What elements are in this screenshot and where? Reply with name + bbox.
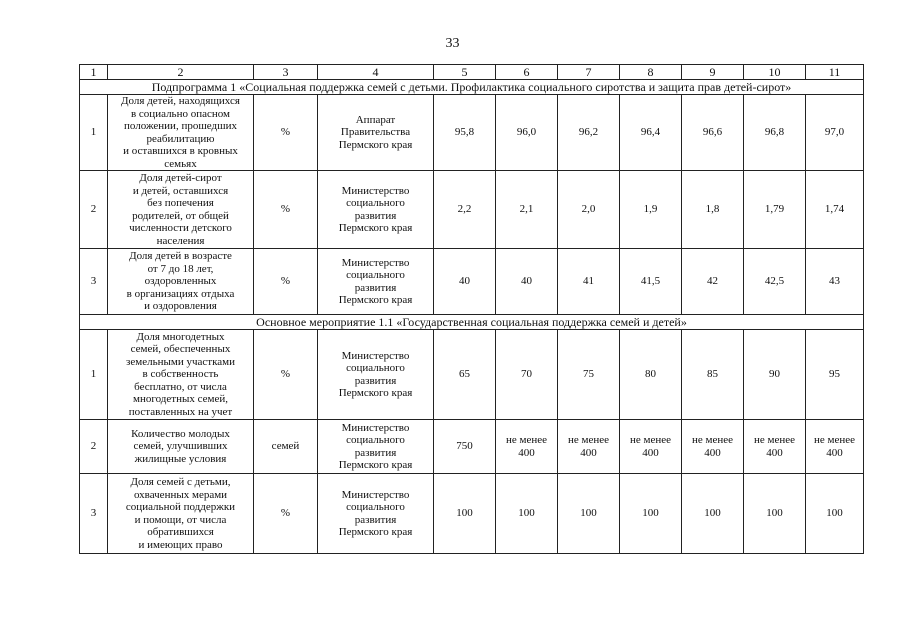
indicator-name: Доля детей в возрасте от 7 до 18 лет, оздоровленных в организациях отдыха и оздоровления: [108, 249, 254, 315]
value-cell: 96,4: [620, 95, 682, 171]
value-cell: 2,0: [558, 171, 620, 249]
value-cell: 96,6: [682, 95, 744, 171]
row-number: 3: [80, 249, 108, 315]
indicators-table: [79, 64, 864, 554]
column-header: 4: [318, 65, 434, 80]
value-cell: 100: [744, 474, 806, 554]
value-cell: 75: [558, 330, 620, 420]
indicator-name: Доля детей-сирот и детей, оставшихся без попечения родителей, от общей численности детского населения: [108, 171, 254, 249]
indicator-name: Доля семей с детьми, охваченных мерами социальной поддержки и помощи, от числа обратившихся и имеющих право: [108, 474, 254, 554]
value-cell: не менее 400: [620, 420, 682, 474]
value-cell: не менее 400: [744, 420, 806, 474]
table-row: [80, 330, 864, 420]
value-cell: 2,1: [496, 171, 558, 249]
column-header: 5: [434, 65, 496, 80]
value-cell: 100: [434, 474, 496, 554]
column-header: 8: [620, 65, 682, 80]
responsible-body: Министерство социального развития Пермского края: [318, 249, 434, 315]
value-cell: 41: [558, 249, 620, 315]
row-number: 2: [80, 171, 108, 249]
value-cell: не менее 400: [558, 420, 620, 474]
indicator-name: Доля детей, находящихся в социально опасном положении, прошедших реабилитацию и оставшихся в кровных семьях: [108, 95, 254, 171]
section-title-row: [80, 315, 864, 330]
value-cell: не менее 400: [806, 420, 864, 474]
value-cell: 42: [682, 249, 744, 315]
value-cell: 96,8: [744, 95, 806, 171]
unit: %: [254, 330, 318, 420]
indicator-name: Количество молодых семей, улучшивших жилищные условия: [108, 420, 254, 474]
value-cell: 100: [620, 474, 682, 554]
column-header: 10: [744, 65, 806, 80]
value-cell: 100: [682, 474, 744, 554]
value-cell: 100: [558, 474, 620, 554]
value-cell: 2,2: [434, 171, 496, 249]
value-cell: не менее 400: [496, 420, 558, 474]
column-header: 11: [806, 65, 864, 80]
table-row: [80, 171, 864, 249]
value-cell: не менее 400: [682, 420, 744, 474]
unit: %: [254, 249, 318, 315]
table-row: [80, 249, 864, 315]
value-cell: 1,8: [682, 171, 744, 249]
value-cell: 40: [434, 249, 496, 315]
indicator-name: Доля многодетных семей, обеспеченных земельными участками в собственность бесплатно, от числа многодетных семей, поставленных на учет: [108, 330, 254, 420]
value-cell: 80: [620, 330, 682, 420]
value-cell: 96,2: [558, 95, 620, 171]
page-number: 33: [445, 36, 460, 51]
section-title-row: [80, 80, 864, 95]
unit: %: [254, 171, 318, 249]
row-number: 1: [80, 95, 108, 171]
table-row: [80, 95, 864, 171]
unit: %: [254, 95, 318, 171]
responsible-body: Аппарат Правительства Пермского края: [318, 95, 434, 171]
row-number: 3: [80, 474, 108, 554]
value-cell: 100: [806, 474, 864, 554]
value-cell: 40: [496, 249, 558, 315]
responsible-body: Министерство социального развития Пермского края: [318, 330, 434, 420]
value-cell: 42,5: [744, 249, 806, 315]
value-cell: 65: [434, 330, 496, 420]
column-header: 3: [254, 65, 318, 80]
row-number: 1: [80, 330, 108, 420]
column-header: 9: [682, 65, 744, 80]
table-row: [80, 420, 864, 474]
responsible-body: Министерство социального развития Пермского края: [318, 171, 434, 249]
value-cell: 90: [744, 330, 806, 420]
row-number: 2: [80, 420, 108, 474]
value-cell: 750: [434, 420, 496, 474]
value-cell: 95: [806, 330, 864, 420]
column-header: 2: [108, 65, 254, 80]
unit: %: [254, 474, 318, 554]
table-row: [80, 474, 864, 554]
value-cell: 41,5: [620, 249, 682, 315]
column-number-row: [80, 65, 864, 80]
section-title: Подпрограмма 1 «Социальная поддержка семей с детьми. Профилактика социального сиротства и защита прав детей-сирот»: [80, 80, 864, 95]
responsible-body: Министерство социального развития Пермского края: [318, 474, 434, 554]
value-cell: 100: [496, 474, 558, 554]
value-cell: 43: [806, 249, 864, 315]
column-header: 6: [496, 65, 558, 80]
column-header: 1: [80, 65, 108, 80]
section-title: Основное мероприятие 1.1 «Государственная социальная поддержка семей и детей»: [80, 315, 864, 330]
value-cell: 70: [496, 330, 558, 420]
unit: семей: [254, 420, 318, 474]
value-cell: 85: [682, 330, 744, 420]
value-cell: 96,0: [496, 95, 558, 171]
value-cell: 1,9: [620, 171, 682, 249]
value-cell: 1,74: [806, 171, 864, 249]
value-cell: 97,0: [806, 95, 864, 171]
responsible-body: Министерство социального развития Пермского края: [318, 420, 434, 474]
column-header: 7: [558, 65, 620, 80]
value-cell: 1,79: [744, 171, 806, 249]
value-cell: 95,8: [434, 95, 496, 171]
